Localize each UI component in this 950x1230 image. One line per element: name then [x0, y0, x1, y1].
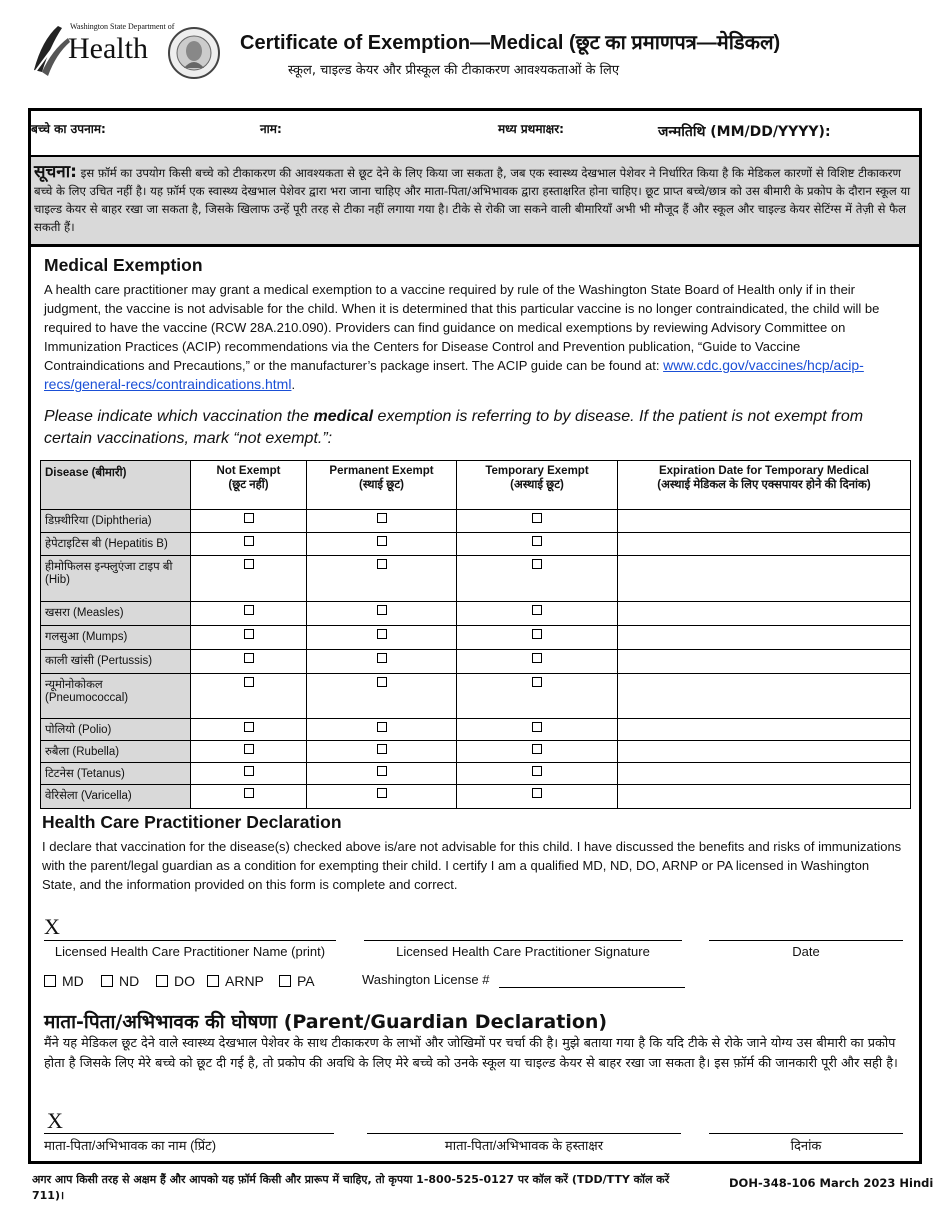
- credential-label: PA: [297, 973, 315, 989]
- practitioner-body: I declare that vaccination for the disease(s) checked above is/are not advisable for this child. I have discussed the benefits and risks of immunizations with the parent/legal guardian as a condition for exempting their child. I certify I am a qualified MD, ND, DO, ARNP or PA licensed in Washington State, and the information provided on this form is complete and correct.: [42, 839, 902, 892]
- credential-checkbox[interactable]: [156, 975, 168, 987]
- expiration-date-cell[interactable]: [618, 556, 911, 602]
- table-header-row: [41, 461, 911, 510]
- expiration-date-cell[interactable]: [618, 533, 911, 556]
- not-exempt-checkbox[interactable]: [244, 788, 254, 798]
- page-title: Certificate of Exemption—Medical (छूट का प्रमाणपत्र—मेडिकल): [240, 32, 781, 54]
- temporary-exempt-checkbox[interactable]: [532, 722, 542, 732]
- credential-do[interactable]: [156, 973, 195, 989]
- parent-date-label: दिनांक: [790, 1138, 822, 1153]
- not-exempt-checkbox[interactable]: [244, 629, 254, 639]
- credential-label: ARNP: [225, 973, 264, 989]
- child-name-row: [31, 111, 919, 157]
- temporary-exempt-checkbox[interactable]: [532, 605, 542, 615]
- expiration-date-cell[interactable]: [618, 650, 911, 674]
- instruction-post: exemption is referring to by disease. If the patient is not exempt from certain vaccinations, mark “not exempt.”:: [44, 408, 864, 447]
- instruction-bold: medical: [313, 408, 374, 425]
- not-exempt-checkbox[interactable]: [244, 536, 254, 546]
- practitioner-heading: Health Care Practitioner Declaration: [42, 812, 342, 832]
- middle-initial-field[interactable]: मध्य प्रथमाक्षर:: [498, 122, 564, 136]
- expiration-date-cell[interactable]: [618, 674, 911, 719]
- disease-name: वेरिसेला (Varicella): [41, 785, 191, 809]
- table-row: [41, 626, 911, 650]
- temporary-exempt-checkbox[interactable]: [532, 677, 542, 687]
- disease-name: डिफ़्थीरिया (Diphtheria): [41, 510, 191, 533]
- disease-name: टिटनेस (Tetanus): [41, 763, 191, 785]
- temporary-exempt-checkbox[interactable]: [532, 788, 542, 798]
- parent-signature-line[interactable]: [367, 1133, 681, 1134]
- form-id: DOH-348-106 March 2023 Hindi: [729, 1176, 934, 1190]
- parent-signature-label: माता-पिता/अभिभावक के हस्ताक्षर: [444, 1138, 604, 1153]
- expiration-date-cell[interactable]: [618, 785, 911, 809]
- credential-md[interactable]: [44, 973, 84, 989]
- page-subtitle: स्कूल, चाइल्ड केयर और प्रीस्कूल की टीकाकरण आवश्यकताओं के लिए: [288, 63, 620, 78]
- credential-checkbox[interactable]: [44, 975, 56, 987]
- col-temporary-en: Temporary Exempt: [485, 465, 589, 477]
- credential-checkbox[interactable]: [279, 975, 291, 987]
- practitioner-signature-label: Licensed Health Care Practitioner Signature: [396, 944, 650, 959]
- col-expiration-en: Expiration Date for Temporary Medical: [658, 465, 870, 477]
- not-exempt-checkbox[interactable]: [244, 766, 254, 776]
- temporary-exempt-checkbox[interactable]: [532, 744, 542, 754]
- table-row: [41, 510, 911, 533]
- disease-name: हेपेटाइटिस बी (Hepatitis B): [41, 533, 191, 556]
- expiration-date-cell[interactable]: [618, 510, 911, 533]
- temporary-exempt-checkbox[interactable]: [532, 653, 542, 663]
- not-exempt-checkbox[interactable]: [244, 605, 254, 615]
- table-row: [41, 556, 911, 602]
- credential-nd[interactable]: [101, 973, 139, 989]
- not-exempt-checkbox[interactable]: [244, 559, 254, 569]
- link-period: .: [291, 377, 296, 392]
- medical-exemption-body: [44, 280, 902, 394]
- parent-date-line[interactable]: [709, 1133, 903, 1134]
- logo-department-text: Washington State Department of: [70, 22, 175, 31]
- col-not-exempt-en: Not Exempt: [216, 465, 281, 477]
- table-row: [41, 533, 911, 556]
- col-permanent-exempt: [307, 461, 457, 510]
- acip-guide-link[interactable]: www.cdc.gov/vaccines/hcp/acip-recs/general-recs/contraindications.html: [44, 357, 864, 392]
- first-name-field[interactable]: नाम:: [260, 122, 282, 136]
- temporary-exempt-checkbox[interactable]: [532, 629, 542, 639]
- permanent-exempt-checkbox[interactable]: [377, 536, 387, 546]
- permanent-exempt-checkbox[interactable]: [377, 788, 387, 798]
- instruction-text: [44, 406, 904, 450]
- surname-field[interactable]: बच्चे का उपनाम:: [31, 122, 106, 136]
- disease-name: पोलियो (Polio): [41, 719, 191, 741]
- state-seal: [167, 26, 221, 80]
- permanent-exempt-checkbox[interactable]: [377, 677, 387, 687]
- parent-name-label: माता-पिता/अभिभावक का नाम (प्रिंट): [44, 1138, 217, 1153]
- permanent-exempt-checkbox[interactable]: [377, 766, 387, 776]
- not-exempt-checkbox[interactable]: [244, 513, 254, 523]
- practitioner-name-label: Licensed Health Care Practitioner Name (print): [54, 944, 326, 959]
- col-not-exempt: [191, 461, 307, 510]
- instruction-pre: Please indicate which vaccination the: [44, 408, 314, 425]
- permanent-exempt-checkbox[interactable]: [377, 559, 387, 569]
- credential-label: ND: [119, 973, 140, 989]
- practitioner-name-line[interactable]: [44, 940, 336, 941]
- table-row: [41, 785, 911, 809]
- permanent-exempt-checkbox[interactable]: [377, 722, 387, 732]
- permanent-exempt-checkbox[interactable]: [377, 744, 387, 754]
- license-number-line[interactable]: [499, 987, 685, 988]
- parent-x-mark: X: [47, 1108, 63, 1133]
- notice-text: इस फ़ॉर्म का उपयोग किसी बच्चे को टीकाकरण की आवश्यकता से छूट देने के लिए किया जा सकता है, जब एक स्वास्थ्य देखभाल पेशेवर ने निर्धारित किया है कि मेडिकल कारणों से विशिष्ट टीकाकरण बच्चे के लिए उचित नहीं है। यह फ़ॉर्म एक स्वास्थ्य देखभाल पेशेवर द्वारा भरा जाना चाहिए और माता-पिता/अभिभावक द्वारा हस्ताक्षरित होना चाहिए। छूट प्राप्त बच्चे/छात्र को उस बीमारी के प्रकोप के दौरान स्कूल या चाइल्ड केयर से बाहर रखा जा सकता है, जिसके खिलाफ उन्हें पूरी तरह से टीका नहीं लगाया गया है। टीके से रोकी जा सकने वाली बीमारियाँ अभी भी मौजूद हैं और स्कूल और चाइल्ड केयर सेटिंग्स में तेज़ी से फैल सकती हैं।: [34, 166, 911, 234]
- disease-name: गलसुआ (Mumps): [41, 626, 191, 650]
- temporary-exempt-checkbox[interactable]: [532, 559, 542, 569]
- credential-label: MD: [62, 973, 84, 989]
- temporary-exempt-checkbox[interactable]: [532, 766, 542, 776]
- table-row: [41, 674, 911, 719]
- not-exempt-checkbox[interactable]: [244, 653, 254, 663]
- seal-icon: [167, 26, 221, 80]
- license-label: Washington License #: [362, 972, 490, 987]
- col-temporary-exempt: [457, 461, 618, 510]
- not-exempt-checkbox[interactable]: [244, 722, 254, 732]
- practitioner-date-label: Date: [792, 944, 820, 959]
- credential-checkbox[interactable]: [207, 975, 219, 987]
- disease-name: हीमोफिलस इन्फ्लुएंजा टाइप बी (Hib): [41, 556, 191, 602]
- col-temporary-hi: (अस्थाई छूट): [510, 479, 564, 491]
- expiration-date-cell[interactable]: [618, 741, 911, 763]
- logo-name-text: Health: [68, 32, 148, 65]
- credential-arnp[interactable]: [207, 973, 264, 989]
- medical-exemption-text: A health care practitioner may grant a medical exemption to a vaccine required by rule of the Washington State Board of Health only if in their judgment, the vaccine is not advisable for the child. When it is determined that this particular vaccine is no longer contraindicated, the child will be required to have the vaccine (RCW 28A.210.090). Providers can find guidance on medical exemptions by reviewing Advisory Committee on Immunization Practices (ACIP) recommendations via the Centers for Disease Control and Prevention publication, “Guide to Vaccine Contraindications and Precautions,” or the manufacturer’s package insert. The ACIP guide can be found at:: [44, 282, 880, 373]
- table-row: [41, 741, 911, 763]
- col-not-exempt-hi: (छूट नहीं): [228, 479, 269, 491]
- parent-name-line[interactable]: [44, 1133, 334, 1134]
- notice-label: सूचना:: [34, 162, 77, 182]
- practitioner-x-mark: X: [44, 914, 60, 939]
- notice-box: [31, 157, 919, 247]
- not-exempt-checkbox[interactable]: [244, 677, 254, 687]
- col-permanent-hi: (स्थाई छूट): [359, 479, 404, 491]
- practitioner-date-line[interactable]: [709, 940, 903, 941]
- permanent-exempt-checkbox[interactable]: [377, 629, 387, 639]
- expiration-date-cell[interactable]: [618, 626, 911, 650]
- disease-name: रुबैला (Rubella): [41, 741, 191, 763]
- credential-label: DO: [174, 973, 195, 989]
- permanent-exempt-checkbox[interactable]: [377, 653, 387, 663]
- parent-body: मैंने यह मेडिकल छूट देने वाले स्वास्थ्य देखभाल पेशेवर के साथ टीकाकरण के लाभों और जोखिमों पर चर्चा की है। मुझे बताया गया है कि यदि टीके से रोके जाने योग्य उस बीमारी का प्रकोप होता है जिसके लिए मेरे बच्चे को छूट दी गई है, तो प्रकोप की अवधि के लिए मेरे बच्चे को उनके स्कूल या चाइल्ड केयर से बाहर रखा जा सकता है। इस फ़ॉर्म की जानकारी पूरी और सही है।: [44, 1036, 898, 1071]
- expiration-date-cell[interactable]: [618, 602, 911, 626]
- doh-logo: [28, 20, 175, 82]
- table-row: [41, 719, 911, 741]
- credential-checkbox[interactable]: [101, 975, 113, 987]
- dob-field[interactable]: जन्मतिथि (MM/DD/YYYY):: [658, 124, 831, 140]
- col-permanent-en: Permanent Exempt: [329, 465, 434, 477]
- table-row: [41, 763, 911, 785]
- permanent-exempt-checkbox[interactable]: [377, 513, 387, 523]
- permanent-exempt-checkbox[interactable]: [377, 605, 387, 615]
- disease-name: न्यूमोनोकोकल (Pneumococcal): [41, 674, 191, 719]
- parent-heading: माता-पिता/अभिभावक की घोषणा (Parent/Guardian Declaration): [44, 1011, 608, 1033]
- medical-exemption-heading: Medical Exemption: [44, 255, 203, 275]
- table-row: [41, 602, 911, 626]
- not-exempt-checkbox[interactable]: [244, 744, 254, 754]
- disease-name: काली खांसी (Pertussis): [41, 650, 191, 674]
- expiration-date-cell[interactable]: [618, 719, 911, 741]
- col-expiration-hi: (अस्थाई मेडिकल के लिए एक्सपायर होने की दिनांक): [657, 479, 871, 491]
- col-expiration: [618, 461, 911, 510]
- disease-name: खसरा (Measles): [41, 602, 191, 626]
- disease-table: [40, 460, 911, 809]
- temporary-exempt-checkbox[interactable]: [532, 536, 542, 546]
- credential-pa[interactable]: [279, 973, 315, 989]
- col-disease: Disease (बीमारी): [41, 461, 191, 510]
- practitioner-signature-line[interactable]: [364, 940, 682, 941]
- table-row: [41, 650, 911, 674]
- accessibility-note: अगर आप किसी तरह से अक्षम हैं और आपको यह फ़ॉर्म किसी और प्रारूप में चाहिए, तो कृपया 1-800-525-0127 पर कॉल करें (TDD/TTY कॉल करें 711)।: [32, 1173, 670, 1202]
- expiration-date-cell[interactable]: [618, 763, 911, 785]
- temporary-exempt-checkbox[interactable]: [532, 513, 542, 523]
